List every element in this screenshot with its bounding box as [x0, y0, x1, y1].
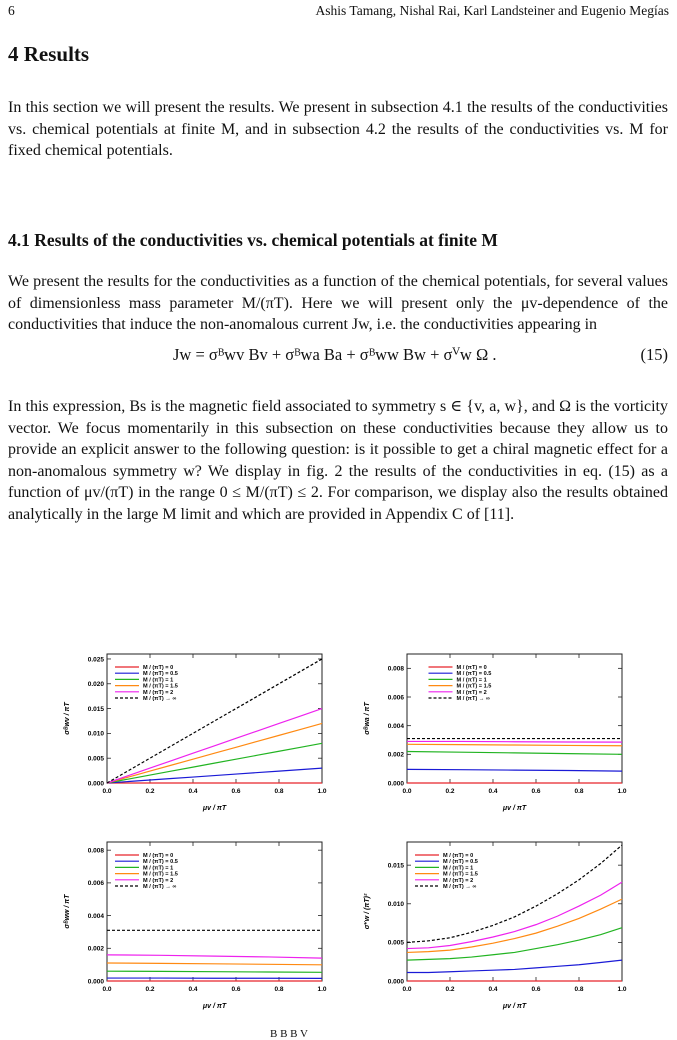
x-tick-label: 0.4 — [188, 788, 198, 795]
paragraph-3: In this expression, Bs is the magnetic field associated to symmetry s ∈ {v, a, w}, and Ω is the vorticity vector. We focus momentarily in this subsection on these conductivities because they allow us to provide an explicit answer to the following question: is it possible to get a chiral magnetic effect for a non-anomalous symmetry w? We display in fig. 2 the results of the conductivities in eq. (15) as a function of μv/(πT) in the range 0 ≤ M/(πT) ≤ 2. For comparison, we display also the results obtained analytically in the large M limit and which are provided in Appendix C of [11]. — [8, 398, 669, 523]
y-tick-label: 0.010 — [87, 730, 104, 738]
y-axis-label: σⱽw / (πT)² — [364, 893, 371, 930]
series-line — [407, 744, 622, 745]
series-line — [107, 971, 322, 972]
legend-label: M / (πT) = 0 — [143, 853, 174, 859]
legend-label: M / (πT) → ∞ — [143, 884, 177, 890]
x-tick-label: 1.0 — [317, 788, 327, 795]
series-line — [407, 928, 622, 960]
x-tick-label: 0.6 — [231, 986, 241, 993]
series-line — [107, 709, 322, 783]
x-axis-label: μv / πT — [202, 805, 227, 812]
legend-label: M / (πT) = 1.5 — [443, 871, 478, 878]
page-header — [8, 3, 669, 23]
series-line — [107, 659, 322, 783]
y-tick-label: 0.000 — [387, 780, 404, 788]
y-tick-label: 0.002 — [87, 945, 104, 953]
paragraph-2: We present the results for the conductivities as a function of the chemical potentials, for several values of dimensionless mass parameter M/(πT). Here we will present only the μv-dependence of the conductivities that induce the non-anomalous current Jw, i.e. the conductivities appearing in — [8, 273, 668, 333]
x-tick-label: 0.0 — [402, 788, 412, 795]
legend-label: M / (πT) = 0 — [143, 665, 174, 671]
legend-label: M / (πT) → ∞ — [456, 696, 490, 702]
equation-body: Jw = σᴮwv Bv + σᴮwa Ba + σᴮww Bw + σⱽw Ω . — [173, 345, 497, 364]
y-tick-label: 0.020 — [87, 681, 104, 689]
x-axis-label: μv / πT — [502, 1003, 527, 1010]
x-tick-label: 0.4 — [488, 788, 498, 795]
subsection-title: 4.1 Results of the conductivities vs. chemical potentials at finite M — [8, 230, 498, 250]
equation-number: (15) — [640, 345, 668, 364]
legend-label: M / (πT) = 0.5 — [456, 671, 492, 678]
x-tick-label: 0.0 — [102, 986, 112, 993]
x-axis-label: μv / πT — [502, 805, 527, 812]
series-line — [107, 963, 322, 965]
legend-label: M / (πT) = 0 — [443, 853, 474, 859]
x-tick-label: 0.0 — [102, 788, 112, 795]
equation-15 — [8, 345, 668, 369]
series-line — [407, 741, 622, 742]
series-line — [107, 743, 322, 783]
x-tick-label: 0.2 — [145, 986, 155, 993]
y-axis-label: σᴮwv / πT — [64, 702, 71, 735]
section-title: 4 Results — [8, 42, 90, 66]
x-tick-label: 0.6 — [531, 788, 541, 795]
y-tick-label: 0.000 — [87, 978, 104, 986]
figure-caption-fragment: B B B V — [270, 1028, 309, 1040]
plot-sigma-v-w — [355, 838, 630, 1023]
x-tick-label: 0.2 — [145, 788, 155, 795]
y-tick-label: 0.004 — [387, 722, 404, 730]
y-tick-label: 0.002 — [387, 751, 404, 759]
x-tick-label: 1.0 — [617, 986, 627, 993]
intro-paragraph: In this section we will present the results. We present in subsection 4.1 the results of the conductivities vs. chemical potentials at finite M, and in subsection 4.2 the results of the conductivities vs. M for fixed chemical potentials. — [8, 99, 668, 159]
series-line — [407, 751, 622, 754]
plot-sigma-ww — [55, 838, 330, 1023]
series-line — [407, 960, 622, 972]
running-header: Ashis Tamang, Nishal Rai, Karl Landsteiner and Eugenio Megías — [315, 3, 669, 18]
legend-label: M / (πT) = 1 — [143, 865, 174, 872]
series-line — [407, 769, 622, 771]
y-tick-label: 0.025 — [87, 656, 104, 664]
legend-label: M / (πT) = 0.5 — [443, 859, 478, 866]
series-line — [107, 723, 322, 783]
legend-label: M / (πT) = 1 — [143, 677, 174, 684]
legend-label: M / (πT) = 2 — [443, 877, 474, 884]
legend-label: M / (πT) = 1.5 — [143, 683, 178, 690]
legend-label: M / (πT) = 2 — [143, 689, 174, 696]
y-tick-label: 0.005 — [387, 939, 404, 947]
legend-label: M / (πT) = 0.5 — [143, 859, 178, 866]
x-tick-label: 0.6 — [531, 986, 541, 993]
y-tick-label: 0.000 — [87, 780, 104, 788]
x-tick-label: 0.2 — [445, 788, 455, 795]
y-tick-label: 0.008 — [387, 665, 404, 673]
legend-label: M / (πT) → ∞ — [143, 696, 177, 702]
y-axis-label: σᴮwa / πT — [364, 702, 371, 735]
x-tick-label: 1.0 — [617, 788, 627, 795]
legend-label: M / (πT) = 0 — [456, 665, 487, 671]
series-line — [107, 955, 322, 958]
x-tick-label: 0.8 — [274, 986, 284, 993]
legend-label: M / (πT) = 0.5 — [143, 671, 178, 678]
x-tick-label: 0.8 — [574, 986, 584, 993]
legend-label: M / (πT) = 2 — [143, 877, 174, 884]
legend-label: M / (πT) → ∞ — [443, 884, 477, 890]
plot-sigma-wv — [55, 650, 330, 825]
series-line — [407, 899, 622, 952]
x-tick-label: 0.4 — [488, 986, 498, 993]
x-tick-label: 0.0 — [402, 986, 412, 993]
y-tick-label: 0.015 — [387, 862, 404, 870]
legend-label: M / (πT) = 1 — [456, 677, 487, 684]
y-tick-label: 0.006 — [87, 880, 104, 888]
page-number: 6 — [8, 3, 15, 18]
legend-label: M / (πT) = 1.5 — [456, 683, 492, 690]
series-line — [407, 845, 622, 942]
legend-label: M / (πT) = 1 — [443, 865, 474, 872]
x-tick-label: 0.2 — [445, 986, 455, 993]
y-tick-label: 0.015 — [87, 705, 104, 713]
series-line — [107, 768, 322, 783]
x-tick-label: 0.6 — [231, 788, 241, 795]
legend-label: M / (πT) = 2 — [456, 689, 487, 696]
plot-frame — [407, 842, 622, 981]
y-axis-label: σᴮww / πT — [64, 894, 71, 929]
plot-frame — [107, 842, 322, 981]
y-tick-label: 0.008 — [87, 847, 104, 855]
y-tick-label: 0.005 — [87, 755, 104, 763]
y-tick-label: 0.010 — [387, 901, 404, 909]
y-tick-label: 0.004 — [87, 912, 104, 920]
x-tick-label: 0.8 — [274, 788, 284, 795]
y-tick-label: 0.006 — [387, 694, 404, 702]
y-tick-label: 0.000 — [387, 978, 404, 986]
x-axis-label: μv / πT — [202, 1003, 227, 1010]
x-tick-label: 0.4 — [188, 986, 198, 993]
x-tick-label: 0.8 — [574, 788, 584, 795]
x-tick-label: 1.0 — [317, 986, 327, 993]
legend-label: M / (πT) = 1.5 — [143, 871, 178, 878]
plot-sigma-wa — [355, 650, 630, 825]
